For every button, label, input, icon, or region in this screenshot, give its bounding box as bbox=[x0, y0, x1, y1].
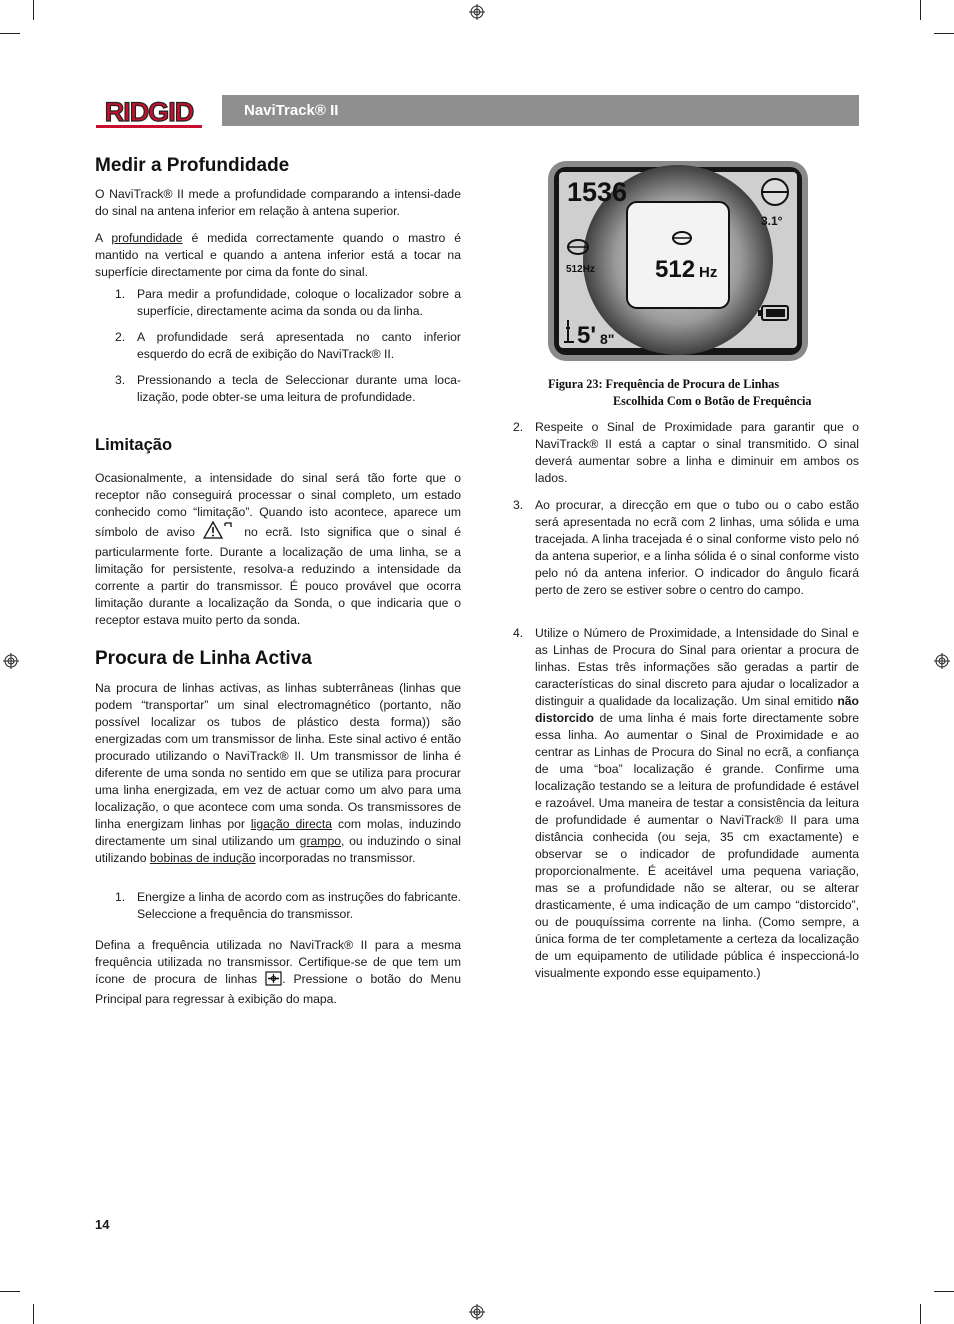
list-item: 3. Pressionando a tecla de Seleccionar durante uma loca-lização, pode obter-se uma leitura de profundidade. bbox=[115, 373, 461, 404]
list-item: 2. A profundidade será apresentada no canto inferior esquerdo do ecrã de exibição do NaviTrack® II. bbox=[115, 330, 461, 361]
list-item: 4. Utilize o Número de Proximidade, a Intensidade do Sinal e as Linhas de Procura do Sinal para orientar a procura de linhas. Estas três informações são geradas a partir de características do sinal discreto para ajudar o localizador a distinguir a qualidade da localização. Um sinal emitido não distorcido de uma linha é mais forte directamente sobre essa linha. Ao aumentar o Sinal de Proximidade e ao centrar as Linhas de Procura do Sinal no ecrã, a confiança de uma “boa” localização é grande. Confirme uma localização testando se a leitura de profundidade é estável e razoável. Uma maneira de testar a consistência da leitura de profundidade é aumentar o NaviTrack® II para uma distância conhecida (ou seja, 35 cm exactamente) e observar se o indicador de profundidade aumenta proporcionalmente. É aceitável uma pequena variação, mas se a profundidade não se alterar, ou se alterar drasticamente, é uma indicação de um campo “distorcido”, ou de pouquíssima corrente na linha. (Como sempre, a única forma de ter completamente a certeza da localização de um equipamento de utilidade pública é inspeccioná-lo visualmente expondo esse equipamento.) bbox=[513, 626, 859, 980]
section-title-depth: Medir a Profundidade bbox=[95, 155, 290, 176]
line-trace-icon bbox=[265, 971, 282, 991]
paragraph: Defina a frequência utilizada no NaviTrack® II para a mesma frequência utilizada no transmissor. Certifique-se de que tem um ícone de procura de linhas . Pressione o botão do Menu Principal para regressar à exibição do mapa. bbox=[95, 938, 461, 1006]
warning-icon bbox=[203, 521, 237, 544]
page-number: 14 bbox=[95, 1217, 110, 1232]
paragraph: Ocasionalmente, a intensidade do sinal será tão forte que o receptor não conseguirá processar o sinal completo, um estado conhecido como “limitação”. Quando isto acontece, aparece um símbolo de aviso no ecrã. Isto significa que o sinal é particularmente forte. Durante a localização de uma linha, se a limitação for persistente, resolva-a reduzindo a intensidade da corrente a partir do transmissor. É pouco provável que ocorra limitação durante a localização da Sonda, o que indicaria que o receptor estava muito perto da sonda. bbox=[95, 471, 461, 627]
depth-inches: 8" bbox=[600, 331, 615, 347]
crop-mark bbox=[934, 1291, 954, 1292]
paragraph: A profundidade é medida correctamente quando o mastro é mantido na vertical e quando a antena inferior está a tocar na superfície directamente por cima da fonte do sinal. bbox=[95, 231, 462, 279]
paragraph: Na procura de linhas activas, as linhas subterrâneas (linhas que podem “transportar” um sinal electromagnético (portanto, não possível localizar os tubos de plástico desta forma)) são energizadas com um transmissor de linha. Este sinal activo é então procurado utilizando o NaviTrack® II. Um transmissor de linha é diferente de uma sonda no sentido em que se utiliza para procurar uma linha energizada, em vez de actuar como um alvo para uma localização, o que acontece com uma sonda. Os transmissores de linha energizam linhas por ligação directa com molas, induzindo directamente um sinal utilizando um grampo, ou induzindo o sinal utilizando bobinas de indução incorporadas no transmissor. bbox=[95, 681, 462, 865]
emphasis-text: não distorcido bbox=[535, 694, 859, 725]
paragraph: O NaviTrack® II mede a profundidade comparando a intensi-dade do sinal na antena inferior em relação à antena superior. bbox=[95, 187, 461, 218]
center-frequency-unit: Hz bbox=[699, 264, 718, 281]
list-item: 1. Energize a linha de acordo com as instruções do fabricante. Seleccione a frequência do transmissor. bbox=[115, 890, 461, 921]
glossary-link: ligação directa bbox=[250, 817, 333, 831]
navitrack-screen-figure bbox=[547, 160, 809, 362]
glossary-link: bobinas de indução bbox=[149, 851, 256, 865]
crop-mark bbox=[920, 0, 921, 20]
figure-caption-line2: Escolhida Com o Botão de Frequência bbox=[613, 394, 812, 408]
registration-mark-icon bbox=[3, 653, 19, 669]
figure-caption-line1: Figura 23: Frequência de Procura de Linhas bbox=[548, 377, 780, 391]
crop-mark bbox=[33, 0, 34, 20]
crop-mark bbox=[920, 1304, 921, 1324]
section-title-limitation: Limitação bbox=[95, 436, 173, 454]
crop-mark bbox=[934, 33, 954, 34]
glossary-link: grampo bbox=[299, 834, 341, 848]
section-title-active-line: Procura de Linha Activa bbox=[95, 648, 312, 669]
frequency-label: 512Hz bbox=[566, 264, 595, 275]
registration-mark-icon bbox=[934, 653, 950, 669]
registration-mark-icon bbox=[469, 1304, 485, 1320]
proximity-number: 1536 bbox=[567, 177, 628, 207]
crop-mark bbox=[0, 1291, 20, 1292]
list-item: 3. Ao procurar, a direcção em que o tubo ou o cabo estão será apresentada no ecrã com 2 linhas, uma sólida e uma tracejada. A linha tracejada é o sinal conforme visto pelo nó da antena superior, e a linha sólida é o sinal conforme visto pelo nó da antena inferior. O indicador do ângulo ficará perto de zero se estiver sobre o centro do campo. bbox=[513, 498, 859, 597]
list-item: 1. Para medir a profundidade, coloque o localizador sobre a superfície, directamente acima da sonda ou da linha. bbox=[115, 287, 461, 318]
list-item: 2. Respeite o Sinal de Proximidade para garantir que o NaviTrack® II está a captar o sinal transmitido. O sinal deverá aumentar sobre a linha e diminuir em ambos os lados. bbox=[513, 420, 859, 485]
ridgid-logo bbox=[95, 96, 203, 130]
glossary-link: profundidade bbox=[111, 231, 183, 245]
header-title: NaviTrack® II bbox=[244, 102, 339, 119]
center-frequency: 512 bbox=[655, 256, 696, 283]
depth-feet: 5' bbox=[577, 322, 597, 349]
crop-mark bbox=[0, 33, 20, 34]
angle-value: 3.1° bbox=[761, 214, 783, 228]
crop-mark bbox=[33, 1304, 34, 1324]
logo-text: RIDGID bbox=[104, 97, 194, 127]
registration-mark-icon bbox=[469, 4, 485, 20]
